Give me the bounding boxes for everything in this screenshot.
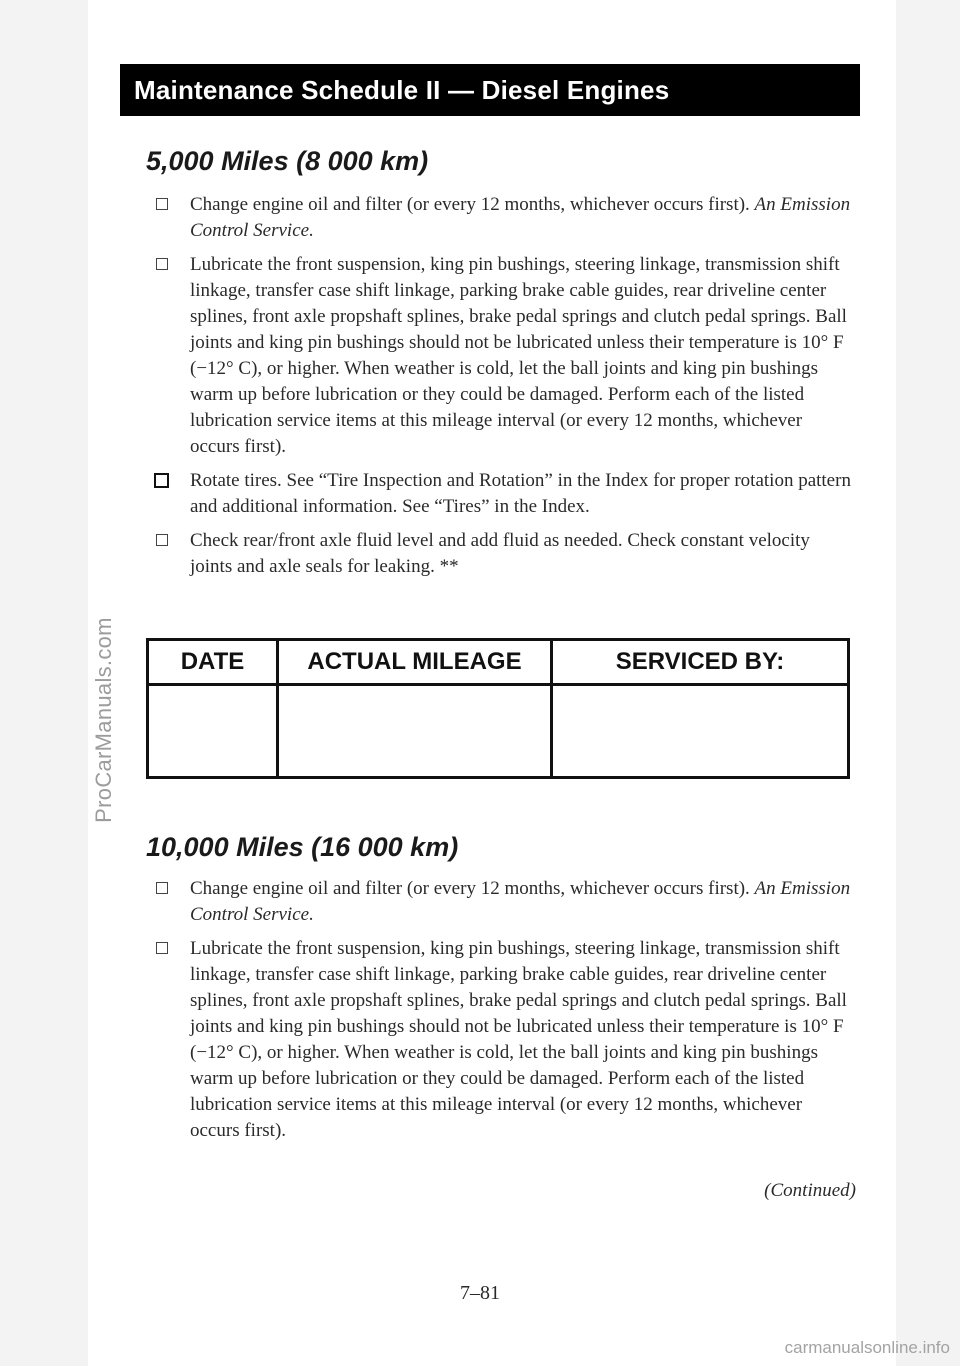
- checklist-item: [156, 528, 856, 580]
- table-header-row: [148, 640, 849, 685]
- checklist-5000: [156, 192, 856, 588]
- checkbox-icon[interactable]: [156, 942, 168, 954]
- checklist-item: [156, 192, 856, 244]
- mileage-cell[interactable]: [278, 685, 552, 778]
- checkbox-icon[interactable]: [156, 258, 168, 270]
- table-row: [148, 685, 849, 778]
- serviced-by-cell[interactable]: [552, 685, 849, 778]
- checklist-10000: [156, 876, 856, 1152]
- checklist-item: [156, 468, 856, 520]
- checklist-item: [156, 252, 856, 460]
- checkbox-icon[interactable]: [156, 198, 168, 210]
- checkbox-icon[interactable]: [156, 534, 168, 546]
- page-header-title: Maintenance Schedule II — Diesel Engines: [134, 74, 670, 105]
- item-text: Check rear/front axle fluid level and add fluid as needed. Check constant velocity joints and axle seals for leaking. **: [190, 530, 810, 577]
- column-header-mileage: ACTUAL MILEAGE: [278, 640, 552, 685]
- item-note: An Emission Control Service.: [190, 878, 851, 925]
- side-watermark: ProCarManuals.com: [91, 617, 116, 823]
- item-text: Change engine oil and filter (or every 12 months, whichever occurs first).: [190, 878, 750, 899]
- section-title-5000: 5,000 Miles (8 000 km): [146, 146, 429, 176]
- item-text: Rotate tires. See “Tire Inspection and Rotation” in the Index for proper rotation pattern and additional information. See “Tires” in the Index.: [190, 470, 851, 517]
- checkbox-icon[interactable]: [154, 473, 169, 488]
- checklist-item: [156, 936, 856, 1144]
- page-number: 7–81: [460, 1282, 500, 1304]
- item-text: Lubricate the front suspension, king pin bushings, steering linkage, transmission shift linkage, transfer case shift linkage, parking brake cable guides, rear driveline center splines, front axle propshaft splines, brake pedal springs and clutch pedal springs. Ball joints and king pin bushings should not be lubricated unless their temperature is 10° F (−12° C), or higher. When weather is cold, let the ball joints and king pin bushings warm up before lubrication or they could be damaged. Perform each of the listed lubrication service items at this mileage interval (or every 12 months, whichever occurs first).: [190, 938, 847, 1141]
- item-note: An Emission Control Service.: [190, 194, 851, 241]
- column-header-serviced-by: SERVICED BY:: [552, 640, 849, 685]
- page-header: [120, 64, 860, 116]
- continued-note: (Continued): [764, 1180, 856, 1201]
- item-text: Lubricate the front suspension, king pin bushings, steering linkage, transmission shift linkage, transfer case shift linkage, parking brake cable guides, rear driveline center splines, front axle propshaft splines, brake pedal springs and clutch pedal springs. Ball joints and king pin bushings should not be lubricated unless their temperature is 10° F (−12° C), or higher. When weather is cold, let the ball joints and king pin bushings warm up before lubrication or they could be damaged. Perform each of the listed lubrication service items at this mileage interval (or every 12 months, whichever occurs first).: [190, 254, 847, 457]
- date-cell[interactable]: [148, 685, 278, 778]
- bottom-watermark: carmanualsonline.info: [784, 1338, 950, 1357]
- section-title-10000: 10,000 Miles (16 000 km): [146, 832, 459, 862]
- checkbox-icon[interactable]: [156, 882, 168, 894]
- service-log-table: [146, 638, 850, 779]
- item-text: Change engine oil and filter (or every 12 months, whichever occurs first).: [190, 194, 750, 215]
- column-header-date: DATE: [148, 640, 278, 685]
- checklist-item: [156, 876, 856, 928]
